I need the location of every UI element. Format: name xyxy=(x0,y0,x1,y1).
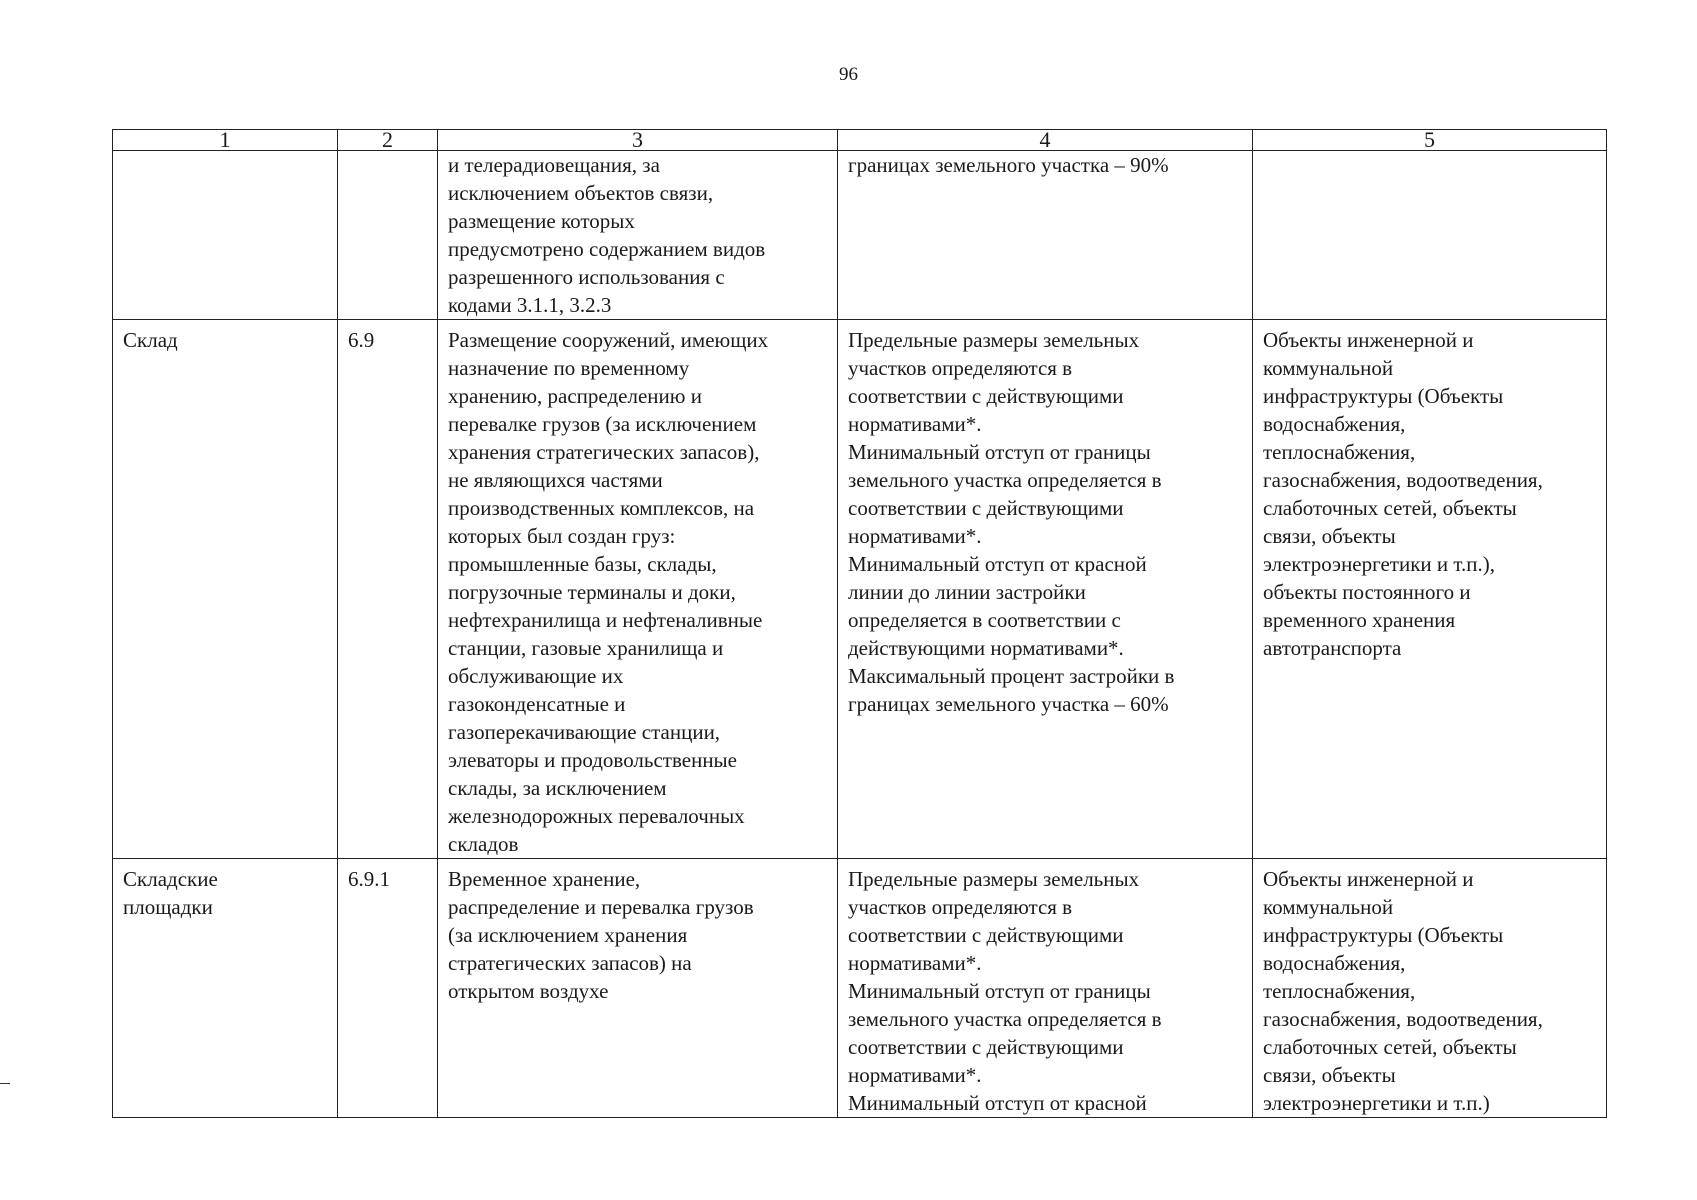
cell-auxiliary-uses: Объекты инженерной и коммунальной инфраструктуры (Объекты водоснабжения, теплоснабжения, газоснабжения, водоотведения, слаботочных сетей, объекты связи, объекты электроэнергетики и т.п.), объекты постоянного и временного хранения автотранспорта xyxy=(1253,320,1607,859)
cell-parameters: Предельные размеры земельных участков определяются в соответствии с действующими нормативами*. Минимальный отступ от границы земельного участка определяется в соответствии с действующими нормативами*. Минимальный отступ от красной линии до линии застройки определяется в соответствии с действующими нормативами*. Максимальный процент застройки в границах земельного участка – 60% xyxy=(838,320,1253,859)
cell-description: Размещение сооружений, имеющих назначение по временному хранению, распределению и перевалке грузов (за исключением хранения стратегических запасов), не являющихся частями производственных комплексов, на которых был создан груз: промышленные базы, склады, погрузочные терминалы и доки, нефтехранилища и нефтеналивные станции, газовые хранилища и обслуживающие их газоконденсатные и газоперекачивающие станции, элеваторы и продовольственные склады, за исключением железнодорожных перевалочных складов xyxy=(438,320,838,859)
cell-use-name xyxy=(113,151,338,320)
cell-code: 6.9 xyxy=(338,320,438,859)
column-header: 2 xyxy=(338,130,438,151)
cell-code: 6.9.1 xyxy=(338,859,438,1118)
page-number: 96 xyxy=(839,64,858,85)
cell-code xyxy=(338,151,438,320)
column-header: 3 xyxy=(438,130,838,151)
column-header: 4 xyxy=(838,130,1253,151)
cell-use-name: Склад xyxy=(113,320,338,859)
column-header: 5 xyxy=(1253,130,1607,151)
table-row xyxy=(113,859,1607,1118)
margin-mark xyxy=(0,1083,10,1084)
cell-parameters: границах земельного участка – 90% xyxy=(838,151,1253,320)
cell-use-name: Складские площадки xyxy=(113,859,338,1118)
cell-description: и телерадиовещания, за исключением объектов связи, размещение которых предусмотрено содержанием видов разрешенного использования с кодами 3.1.1, 3.2.3 xyxy=(438,151,838,320)
table-row xyxy=(113,151,1607,320)
zoning-table xyxy=(112,129,1607,1118)
cell-parameters: Предельные размеры земельных участков определяются в соответствии с действующими нормативами*. Минимальный отступ от границы земельного участка определяется в соответствии с действующими нормативами*. Минимальный отступ от красной xyxy=(838,859,1253,1118)
table-header-row xyxy=(113,130,1607,151)
cell-auxiliary-uses xyxy=(1253,151,1607,320)
cell-auxiliary-uses: Объекты инженерной и коммунальной инфраструктуры (Объекты водоснабжения, теплоснабжения, газоснабжения, водоотведения, слаботочных сетей, объекты связи, объекты электроэнергетики и т.п.) xyxy=(1253,859,1607,1118)
cell-description: Временное хранение, распределение и перевалка грузов (за исключением хранения стратегических запасов) на открытом воздухе xyxy=(438,859,838,1118)
table-row xyxy=(113,320,1607,859)
column-header: 1 xyxy=(113,130,338,151)
